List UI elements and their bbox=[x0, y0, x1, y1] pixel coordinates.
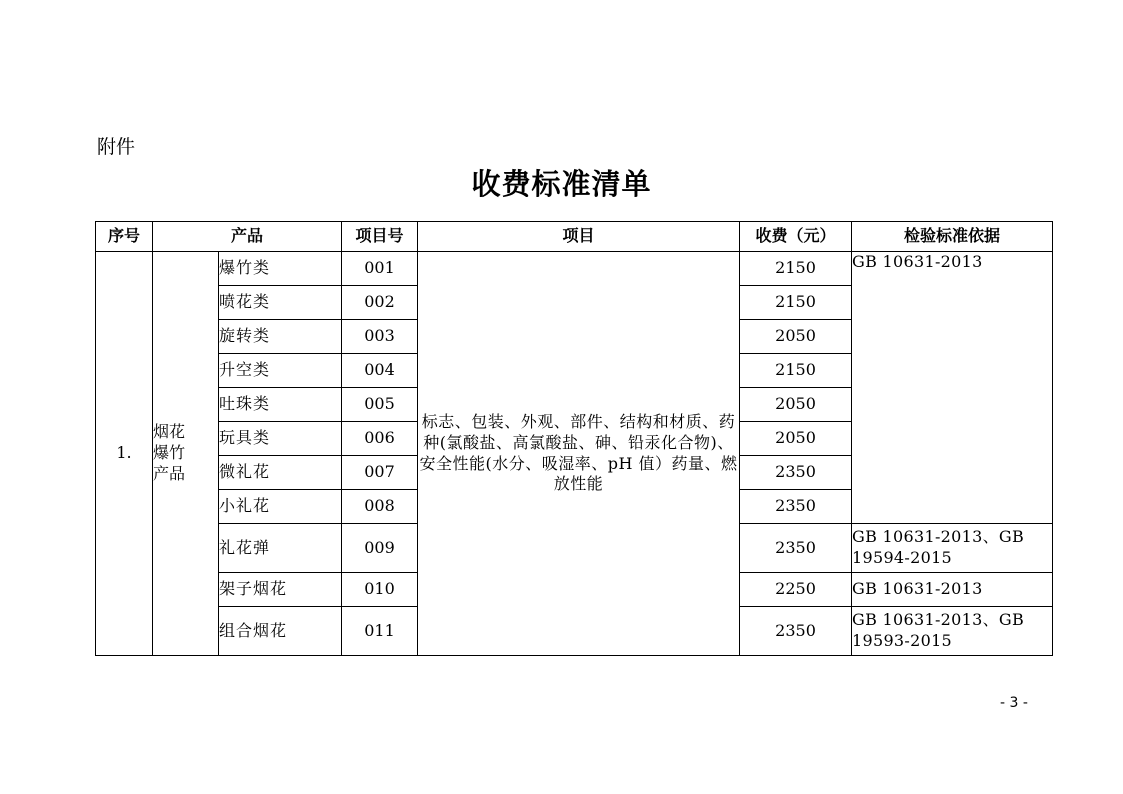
product-cell: 旋转类 bbox=[219, 320, 342, 354]
product-cell: 玩具类 bbox=[219, 422, 342, 456]
standard-cell: GB 10631-2013、GB 19593-2015 bbox=[852, 607, 1053, 656]
item-no-cell: 005 bbox=[342, 388, 418, 422]
fee-cell: 2250 bbox=[740, 573, 852, 607]
item-no-cell: 007 bbox=[342, 456, 418, 490]
header-product: 产品 bbox=[153, 222, 342, 252]
item-no-cell: 008 bbox=[342, 490, 418, 524]
category-line: 爆竹 bbox=[153, 443, 186, 463]
items-cell: 标志、包装、外观、部件、结构和材质、药种(氯酸盐、高氯酸盐、砷、铅汞化合物)、安全性能(水分、吸湿率、pH 值）药量、燃放性能 bbox=[418, 252, 740, 656]
item-no-cell: 009 bbox=[342, 524, 418, 573]
header-standard: 检验标准依据 bbox=[852, 222, 1053, 252]
standard-cell: GB 10631-2013、GB 19594-2015 bbox=[852, 524, 1053, 573]
table-row bbox=[96, 252, 1053, 286]
category-line: 产品 bbox=[153, 463, 186, 483]
attachment-label: 附件 bbox=[97, 136, 136, 158]
fee-cell: 2050 bbox=[740, 388, 852, 422]
fee-cell: 2350 bbox=[740, 456, 852, 490]
item-no-cell: 001 bbox=[342, 252, 418, 286]
standard-cell: GB 10631-2013 bbox=[852, 252, 1053, 524]
fee-cell: 2050 bbox=[740, 320, 852, 354]
header-fee: 收费（元） bbox=[740, 222, 852, 252]
product-cell: 微礼花 bbox=[219, 456, 342, 490]
fee-cell: 2150 bbox=[740, 354, 852, 388]
item-no-cell: 010 bbox=[342, 573, 418, 607]
standard-cell: GB 10631-2013 bbox=[852, 573, 1053, 607]
product-cell: 升空类 bbox=[219, 354, 342, 388]
header-item: 项目 bbox=[418, 222, 740, 252]
product-cell: 小礼花 bbox=[219, 490, 342, 524]
seq-cell: 1. bbox=[96, 252, 153, 656]
fee-cell: 2150 bbox=[740, 252, 852, 286]
item-no-cell: 002 bbox=[342, 286, 418, 320]
fee-cell: 2050 bbox=[740, 422, 852, 456]
product-cell: 吐珠类 bbox=[219, 388, 342, 422]
product-cell: 喷花类 bbox=[219, 286, 342, 320]
product-cell: 爆竹类 bbox=[219, 252, 342, 286]
fee-cell: 2350 bbox=[740, 607, 852, 656]
fee-standard-table bbox=[95, 221, 1053, 656]
item-no-cell: 011 bbox=[342, 607, 418, 656]
fee-cell: 2350 bbox=[740, 490, 852, 524]
item-no-cell: 003 bbox=[342, 320, 418, 354]
table-header-row bbox=[96, 222, 1053, 252]
page-title: 收费标准清单 bbox=[471, 167, 652, 201]
header-item-no: 项目号 bbox=[342, 222, 418, 252]
item-no-cell: 006 bbox=[342, 422, 418, 456]
fee-cell: 2350 bbox=[740, 524, 852, 573]
product-cell: 组合烟花 bbox=[219, 607, 342, 656]
product-cell: 礼花弹 bbox=[219, 524, 342, 573]
category-line: 烟花 bbox=[153, 422, 186, 442]
product-cell: 架子烟花 bbox=[219, 573, 342, 607]
item-no-cell: 004 bbox=[342, 354, 418, 388]
header-seq: 序号 bbox=[96, 222, 153, 252]
page-number: - 3 - bbox=[1000, 695, 1028, 711]
fee-cell: 2150 bbox=[740, 286, 852, 320]
category-cell bbox=[153, 252, 219, 656]
